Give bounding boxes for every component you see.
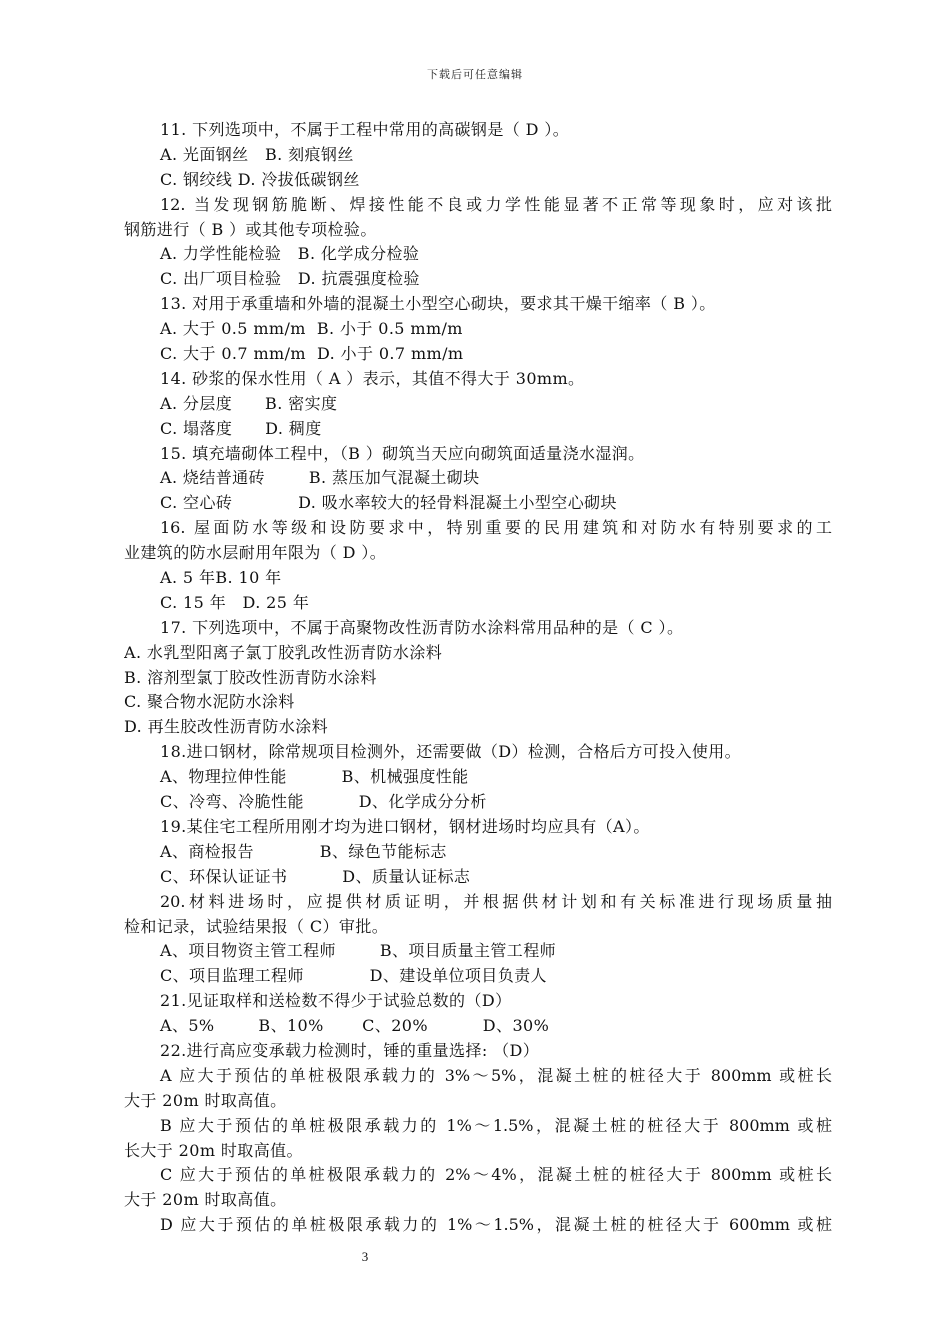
text-line: B. 溶剂型氯丁胶改性沥青防水涂料 bbox=[124, 667, 377, 687]
text-line: 15. 填充墙砌体工程中，（B ）砌筑当天应向砌筑面适量浇水湿润。 bbox=[160, 443, 645, 463]
text-line: A、项目物资主管工程师 B、项目质量主管工程师 bbox=[160, 941, 557, 961]
text-line: C. 15 年 D. 25 年 bbox=[160, 592, 310, 612]
text-line: A. 水乳型阳离子氯丁胶乳改性沥青防水涂料 bbox=[124, 642, 443, 662]
text-line: 22.进行高应变承载力检测时，锤的重量选择: （D） bbox=[160, 1040, 540, 1060]
text-line: 19.某住宅工程所用刚才均为进口钢材，钢材进场时均应具有（A）。 bbox=[160, 816, 650, 836]
text-line: A. 力学性能检验 B. 化学成分检验 bbox=[160, 244, 420, 264]
text-line: 大于 20m 时取高值。 bbox=[124, 1090, 287, 1110]
text-line: A. 大于 0.5 mm/m B. 小于 0.5 mm/m bbox=[160, 319, 463, 339]
text-line: C、项目监理工程师 D、建设单位项目负责人 bbox=[160, 966, 547, 986]
text-line: A. 光面钢丝 B. 刻痕钢丝 bbox=[160, 144, 354, 164]
text-line: 长大于 20m 时取高值。 bbox=[124, 1140, 303, 1160]
text-line: C. 空心砖 D. 吸水率较大的轻骨料混凝土小型空心砌块 bbox=[160, 493, 617, 513]
text-line: 17. 下列选项中，不属于高聚物改性沥青防水涂料常用品种的是（ C ）。 bbox=[160, 617, 684, 637]
text-line: 14. 砂浆的保水性用（ A ）表示，其值不得大于 30mm。 bbox=[160, 368, 585, 388]
text-line: 20.材料进场时，应提供材质证明，并根据供材计划和有关标准进行现场质量抽 bbox=[160, 891, 832, 911]
document-body bbox=[124, 118, 832, 1238]
text-line: A. 5 年B. 10 年 bbox=[160, 568, 282, 588]
text-line: 12. 当发现钢筋脆断、焊接性能不良或力学性能显著不正常等现象时，应对该批 bbox=[160, 194, 832, 214]
text-line: A 应大于预估的单桩极限承载力的 3%～5%，混凝土桩的桩径大于 800mm 或桩长 bbox=[160, 1065, 832, 1085]
text-line: D 应大于预估的单桩极限承载力的 1%～1.5%，混凝土桩的桩径大于 600mm 或桩 bbox=[160, 1215, 832, 1235]
text-line: 13. 对用于承重墙和外墙的混凝土小型空心砌块，要求其干燥干缩率（ B ）。 bbox=[160, 294, 716, 314]
text-line: A、商检报告 B、绿色节能标志 bbox=[160, 841, 447, 861]
text-line: C. 钢绞线 D. 冷拔低碳钢丝 bbox=[160, 169, 360, 189]
text-line: D. 再生胶改性沥青防水涂料 bbox=[124, 717, 329, 737]
text-line: A、物理拉伸性能 B、机械强度性能 bbox=[160, 767, 469, 787]
text-line: 11. 下列选项中，不属于工程中常用的高碳钢是（ D ）。 bbox=[160, 120, 570, 139]
text-line: 检和记录，试验结果报（ C）审批。 bbox=[124, 916, 389, 936]
text-line: 业建筑的防水层耐用年限为（ D ）。 bbox=[124, 543, 387, 563]
text-line: 钢筋进行（ B ）或其他专项检验。 bbox=[124, 219, 377, 239]
text-line: C. 塌落度 D. 稠度 bbox=[160, 418, 322, 438]
page-header: 下载后可任意编辑 bbox=[427, 68, 523, 81]
text-line: A、5% B、10% C、20% D、30% bbox=[160, 1016, 550, 1036]
text-line: A. 烧结普通砖 B. 蒸压加气混凝土砌块 bbox=[160, 468, 480, 488]
text-line: A. 分层度 B. 密实度 bbox=[160, 393, 338, 413]
text-line: C. 大于 0.7 mm/m D. 小于 0.7 mm/m bbox=[160, 344, 464, 364]
text-line: C. 聚合物水泥防水涂料 bbox=[124, 692, 295, 712]
page-number: 3 bbox=[361, 1249, 369, 1264]
text-line: C、冷弯、冷脆性能 D、化学成分分析 bbox=[160, 792, 487, 812]
text-line: 大于 20m 时取高值。 bbox=[124, 1190, 287, 1210]
text-line: 18.进口钢材，除常规项目检测外，还需要做（D）检测，合格后方可投入使用。 bbox=[160, 742, 742, 762]
text-line: C、环保认证证书 D、质量认证标志 bbox=[160, 866, 471, 886]
text-line: B 应大于预估的单桩极限承载力的 1%～1.5%，混凝土桩的桩径大于 800mm 或桩 bbox=[160, 1115, 832, 1135]
text-line: 21.见证取样和送检数不得少于试验总数的（D） bbox=[160, 991, 512, 1011]
text-line: 16. 屋面防水等级和设防要求中，特别重要的民用建筑和对防水有特别要求的工 bbox=[160, 518, 832, 538]
text-line: C. 出厂项目检验 D. 抗震强度检验 bbox=[160, 269, 420, 289]
text-line: C 应大于预估的单桩极限承载力的 2%～4%，混凝土桩的桩径大于 800mm 或桩长 bbox=[160, 1165, 832, 1185]
